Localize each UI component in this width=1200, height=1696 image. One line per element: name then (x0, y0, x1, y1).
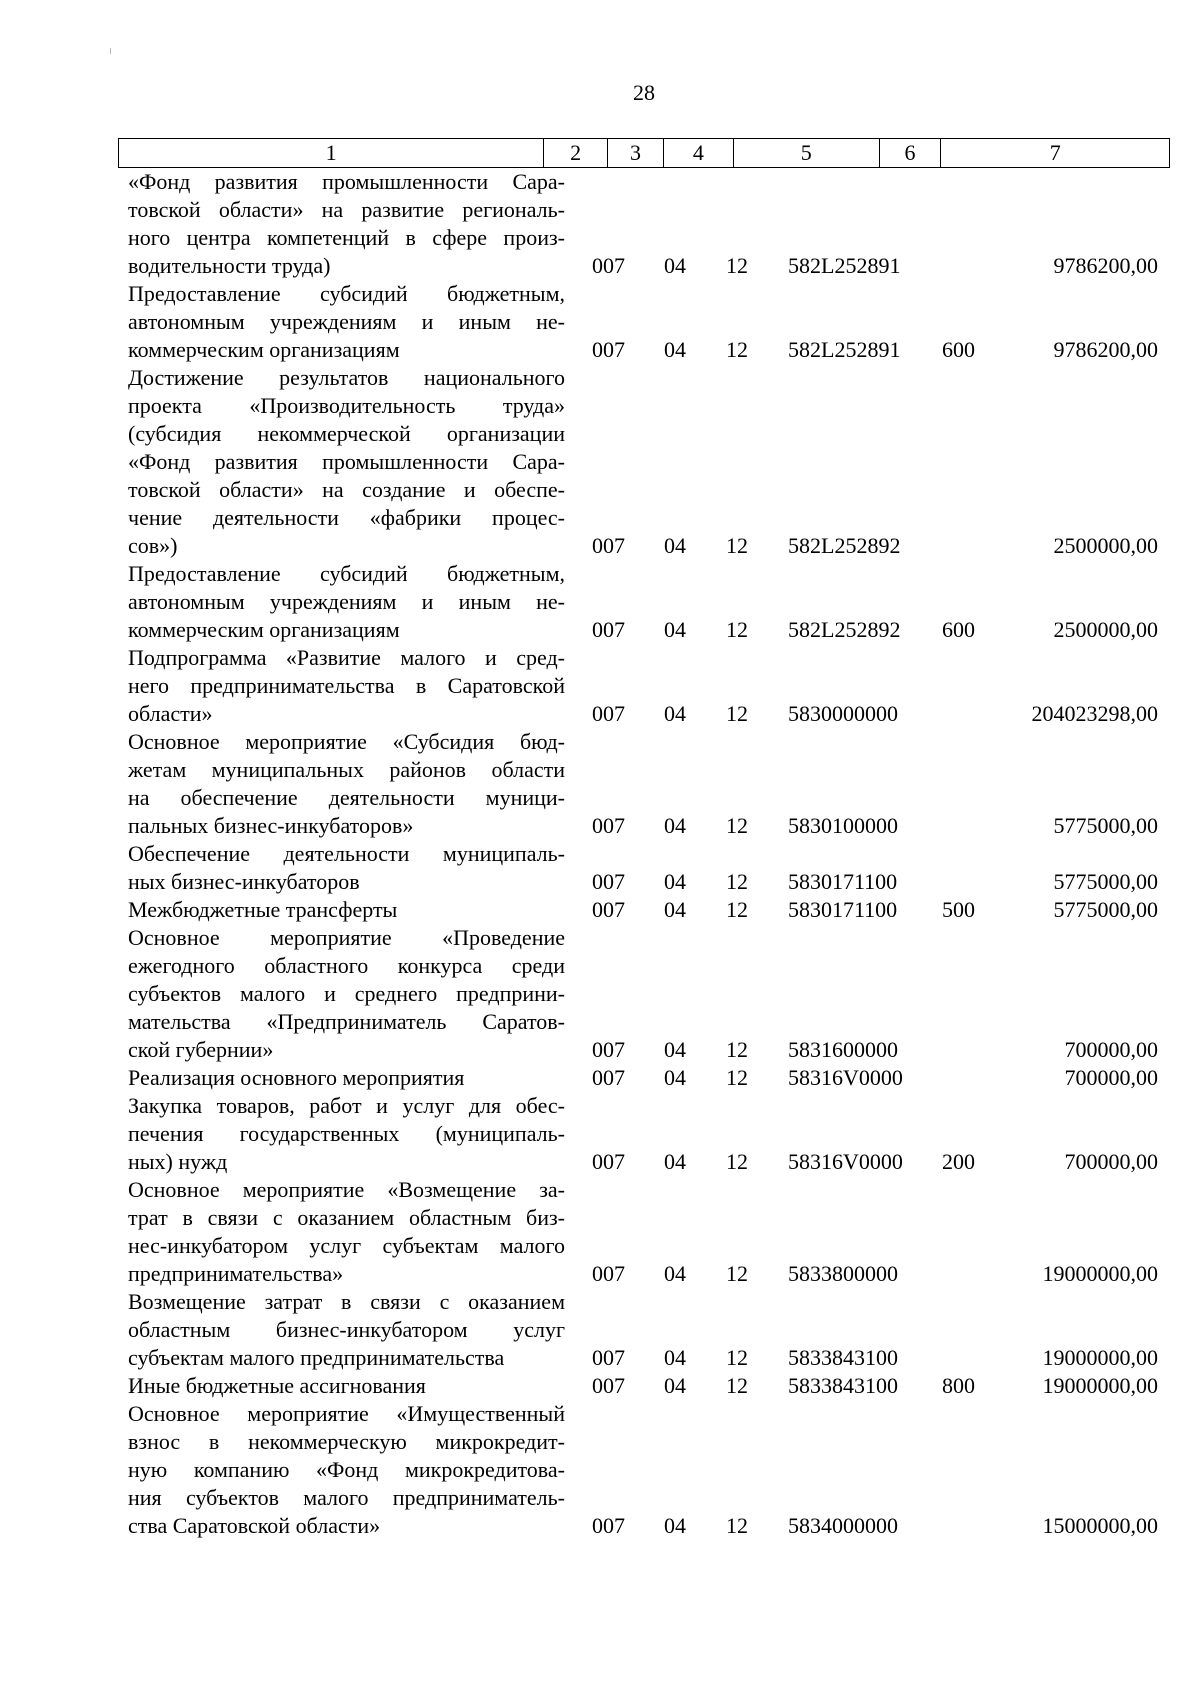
description-line: товской области» на развитие региональ- (128, 197, 565, 222)
row-description (128, 644, 565, 728)
description-line: ния субъектов малого предприниматель- (128, 1485, 565, 1510)
row-description (128, 924, 565, 1064)
row-description (128, 728, 565, 840)
cell-col-3: 04 (664, 701, 686, 726)
cell-col-2: 007 (592, 253, 625, 278)
cell-col-4: 12 (726, 1261, 748, 1286)
cell-col-7: 204023298,00 (1031, 701, 1158, 726)
cell-col-2: 007 (592, 1345, 625, 1370)
cell-col-5: 5833843100 (788, 1345, 898, 1370)
cell-col-6 (942, 700, 992, 728)
cell-col-7: 5775000,00 (1053, 813, 1158, 838)
description-line: области» (128, 701, 213, 726)
cell-col-2: 007 (592, 1037, 625, 1062)
cell-col-2: 007 (592, 1513, 625, 1538)
description-line: проекта «Производительность труда» (128, 393, 565, 418)
cell-col-5: 5834000000 (788, 1513, 898, 1538)
description-line: Подпрограмма «Развитие малого и сред- (128, 645, 565, 670)
cell-col-3: 04 (664, 1373, 686, 1398)
table-row (0, 560, 1200, 644)
cell-col-7: 9786200,00 (1053, 337, 1158, 362)
description-line: него предпринимательства в Саратовской (128, 673, 565, 698)
cell-col-2: 007 (592, 617, 625, 642)
table-body (0, 168, 1200, 1540)
cell-col-4: 12 (726, 813, 748, 838)
cell-col-6: 200 (942, 1149, 975, 1174)
header-col-7: 7 (940, 139, 1169, 167)
cell-col-3: 04 (664, 337, 686, 362)
cell-col-4: 12 (726, 869, 748, 894)
description-line: предпринимательства» (128, 1261, 344, 1286)
description-line: «Фонд развития промышленности Сара- (128, 449, 565, 474)
table-row (0, 1064, 1200, 1092)
table-row (0, 1092, 1200, 1176)
description-line: автономным учреждениям и иным не- (128, 309, 565, 334)
cell-col-4: 12 (726, 1149, 748, 1174)
cell-col-6 (942, 868, 992, 896)
cell-col-3: 04 (664, 1345, 686, 1370)
cell-col-4: 12 (726, 617, 748, 642)
cell-col-3: 04 (664, 1149, 686, 1174)
cell-col-3: 04 (664, 813, 686, 838)
description-line: ного центра компетенций в сфере произ- (128, 225, 565, 250)
header-col-3: 3 (607, 139, 663, 167)
cell-col-6 (942, 1512, 992, 1540)
cell-col-4: 12 (726, 897, 748, 922)
table-row (0, 168, 1200, 280)
cell-col-2: 007 (592, 1373, 625, 1398)
cell-col-7: 2500000,00 (1053, 533, 1158, 558)
table-row (0, 840, 1200, 896)
cell-col-2: 007 (592, 897, 625, 922)
cell-col-3: 04 (664, 1065, 686, 1090)
description-line: мательства «Предприниматель Саратов- (128, 1009, 565, 1034)
row-description (128, 168, 565, 280)
cell-col-5: 5830000000 (788, 701, 898, 726)
cell-col-6 (942, 812, 992, 840)
description-line: автономным учреждениям и иным не- (128, 589, 565, 614)
cell-col-4: 12 (726, 1065, 748, 1090)
description-line: Основное мероприятие «Возмещение за- (128, 1177, 565, 1202)
description-line: Закупка товаров, работ и услуг для обес- (128, 1093, 565, 1118)
cell-col-6 (942, 252, 992, 280)
table-row (0, 924, 1200, 1064)
description-line: Возмещение затрат в связи с оказанием (128, 1289, 565, 1314)
cell-col-4: 12 (726, 1513, 748, 1538)
description-line: печения государственных (муниципаль- (128, 1121, 565, 1146)
row-description (128, 1288, 565, 1372)
cell-col-3: 04 (664, 869, 686, 894)
header-col-2: 2 (543, 139, 607, 167)
description-line: Предоставление субсидий бюджетным, (128, 281, 565, 306)
scan-mark (110, 48, 111, 54)
description-line: Обеспечение деятельности муниципаль- (128, 841, 565, 866)
cell-col-5: 5830171100 (788, 897, 898, 922)
description-line: (субсидия некоммерческой организации (128, 421, 565, 446)
cell-col-3: 04 (664, 533, 686, 558)
description-line: субъектам малого предпринимательства (128, 1345, 505, 1370)
cell-col-6: 600 (942, 337, 975, 362)
cell-col-6 (942, 1260, 992, 1288)
description-line: Основное мероприятие «Субсидия бюд- (128, 729, 565, 754)
cell-col-5: 5830171100 (788, 869, 898, 894)
table-row (0, 728, 1200, 840)
cell-col-4: 12 (726, 1373, 748, 1398)
cell-col-7: 5775000,00 (1053, 869, 1158, 894)
description-line: ную компанию «Фонд микрокредитова- (128, 1457, 565, 1482)
cell-col-6 (942, 1036, 992, 1064)
cell-col-7: 19000000,00 (1042, 1373, 1158, 1398)
cell-col-7: 700000,00 (1064, 1037, 1158, 1062)
cell-col-7: 19000000,00 (1042, 1261, 1158, 1286)
cell-col-6: 800 (942, 1373, 975, 1398)
cell-col-4: 12 (726, 253, 748, 278)
description-line: «Фонд развития промышленности Сара- (128, 169, 565, 194)
cell-col-5: 5830100000 (788, 813, 898, 838)
cell-col-4: 12 (726, 1037, 748, 1062)
description-line: ства Саратовской области» (128, 1513, 381, 1538)
cell-col-5: 582L252891 (788, 337, 901, 362)
cell-col-3: 04 (664, 1261, 686, 1286)
description-line: чение деятельности «фабрики процес- (128, 505, 565, 530)
cell-col-7: 19000000,00 (1042, 1345, 1158, 1370)
row-description (128, 896, 565, 924)
row-description (128, 1092, 565, 1176)
cell-col-6 (942, 1064, 992, 1092)
cell-col-7: 5775000,00 (1053, 897, 1158, 922)
description-line: ской губернии» (128, 1037, 274, 1062)
cell-col-3: 04 (664, 897, 686, 922)
description-line: субъектов малого и среднего предприни- (128, 981, 565, 1006)
row-description (128, 560, 565, 644)
header-col-6: 6 (879, 139, 941, 167)
row-description (128, 840, 565, 896)
description-line: взнос в некоммерческую микрокредит- (128, 1429, 565, 1454)
cell-col-2: 007 (592, 1261, 625, 1286)
description-line: коммерческим организациям (128, 337, 400, 362)
cell-col-6 (942, 1344, 992, 1372)
description-line: трат в связи с оказанием областным биз- (128, 1205, 565, 1230)
cell-col-2: 007 (592, 337, 625, 362)
description-line: товской области» на создание и обеспе- (128, 477, 565, 502)
cell-col-2: 007 (592, 1065, 625, 1090)
table-row (0, 1176, 1200, 1288)
table-row (0, 280, 1200, 364)
description-line: жетам муниципальных районов области (128, 757, 565, 782)
cell-col-5: 582L252892 (788, 617, 901, 642)
row-description (128, 1176, 565, 1288)
cell-col-4: 12 (726, 337, 748, 362)
cell-col-3: 04 (664, 1037, 686, 1062)
row-description (128, 280, 565, 364)
description-line: ных бизнес-инкубаторов (128, 869, 360, 894)
cell-col-2: 007 (592, 869, 625, 894)
cell-col-5: 582L252891 (788, 253, 901, 278)
cell-col-6 (942, 532, 992, 560)
cell-col-7: 9786200,00 (1053, 253, 1158, 278)
cell-col-7: 700000,00 (1064, 1065, 1158, 1090)
header-col-4: 4 (663, 139, 733, 167)
cell-col-7: 2500000,00 (1053, 617, 1158, 642)
description-line: Основное мероприятие «Имущественный (128, 1401, 565, 1426)
description-line: пальных бизнес-инкубаторов» (128, 813, 414, 838)
cell-col-6: 600 (942, 617, 975, 642)
cell-col-7: 15000000,00 (1042, 1513, 1158, 1538)
description-line: областным бизнес-инкубатором услуг (128, 1317, 565, 1342)
description-line: Межбюджетные трансферты (128, 897, 398, 922)
cell-col-5: 582L252892 (788, 533, 901, 558)
description-line: Реализация основного мероприятия (128, 1065, 465, 1090)
table-header (118, 138, 1170, 168)
cell-col-5: 5833843100 (788, 1373, 898, 1398)
cell-col-4: 12 (726, 1345, 748, 1370)
cell-col-4: 12 (726, 701, 748, 726)
description-line: ежегодного областного конкурса среди (128, 953, 565, 978)
cell-col-7: 700000,00 (1064, 1149, 1158, 1174)
description-line: на обеспечение деятельности муници- (128, 785, 565, 810)
cell-col-5: 58316V0000 (788, 1065, 903, 1090)
table-row (0, 364, 1200, 560)
table-row (0, 896, 1200, 924)
description-line: ных) нужд (128, 1149, 228, 1174)
cell-col-4: 12 (726, 533, 748, 558)
description-line: Достижение результатов национального (128, 365, 565, 390)
header-col-5: 5 (733, 139, 879, 167)
header-col-1: 1 (325, 140, 337, 165)
description-line: нес-инкубатором услуг субъектам малого (128, 1233, 565, 1258)
row-description (128, 1372, 565, 1400)
description-line: Иные бюджетные ассигнования (128, 1373, 426, 1398)
description-line: водительности труда) (128, 253, 331, 278)
cell-col-5: 5833800000 (788, 1261, 898, 1286)
row-description (128, 1064, 565, 1092)
description-line: Предоставление субсидий бюджетным, (128, 561, 565, 586)
description-line: сов») (128, 533, 178, 558)
cell-col-3: 04 (664, 617, 686, 642)
row-description (128, 1400, 565, 1540)
description-line: коммерческим организациям (128, 617, 400, 642)
description-line: Основное мероприятие «Проведение (128, 925, 565, 950)
page-number: 28 (633, 80, 655, 105)
table-row (0, 1400, 1200, 1540)
cell-col-2: 007 (592, 1149, 625, 1174)
cell-col-5: 58316V0000 (788, 1149, 903, 1174)
cell-col-5: 5831600000 (788, 1037, 898, 1062)
table-row (0, 1288, 1200, 1372)
cell-col-2: 007 (592, 701, 625, 726)
row-description (128, 364, 565, 560)
cell-col-3: 04 (664, 1513, 686, 1538)
cell-col-6: 500 (942, 897, 975, 922)
cell-col-2: 007 (592, 813, 625, 838)
cell-col-3: 04 (664, 253, 686, 278)
table-row (0, 1372, 1200, 1400)
cell-col-2: 007 (592, 533, 625, 558)
table-row (0, 644, 1200, 728)
